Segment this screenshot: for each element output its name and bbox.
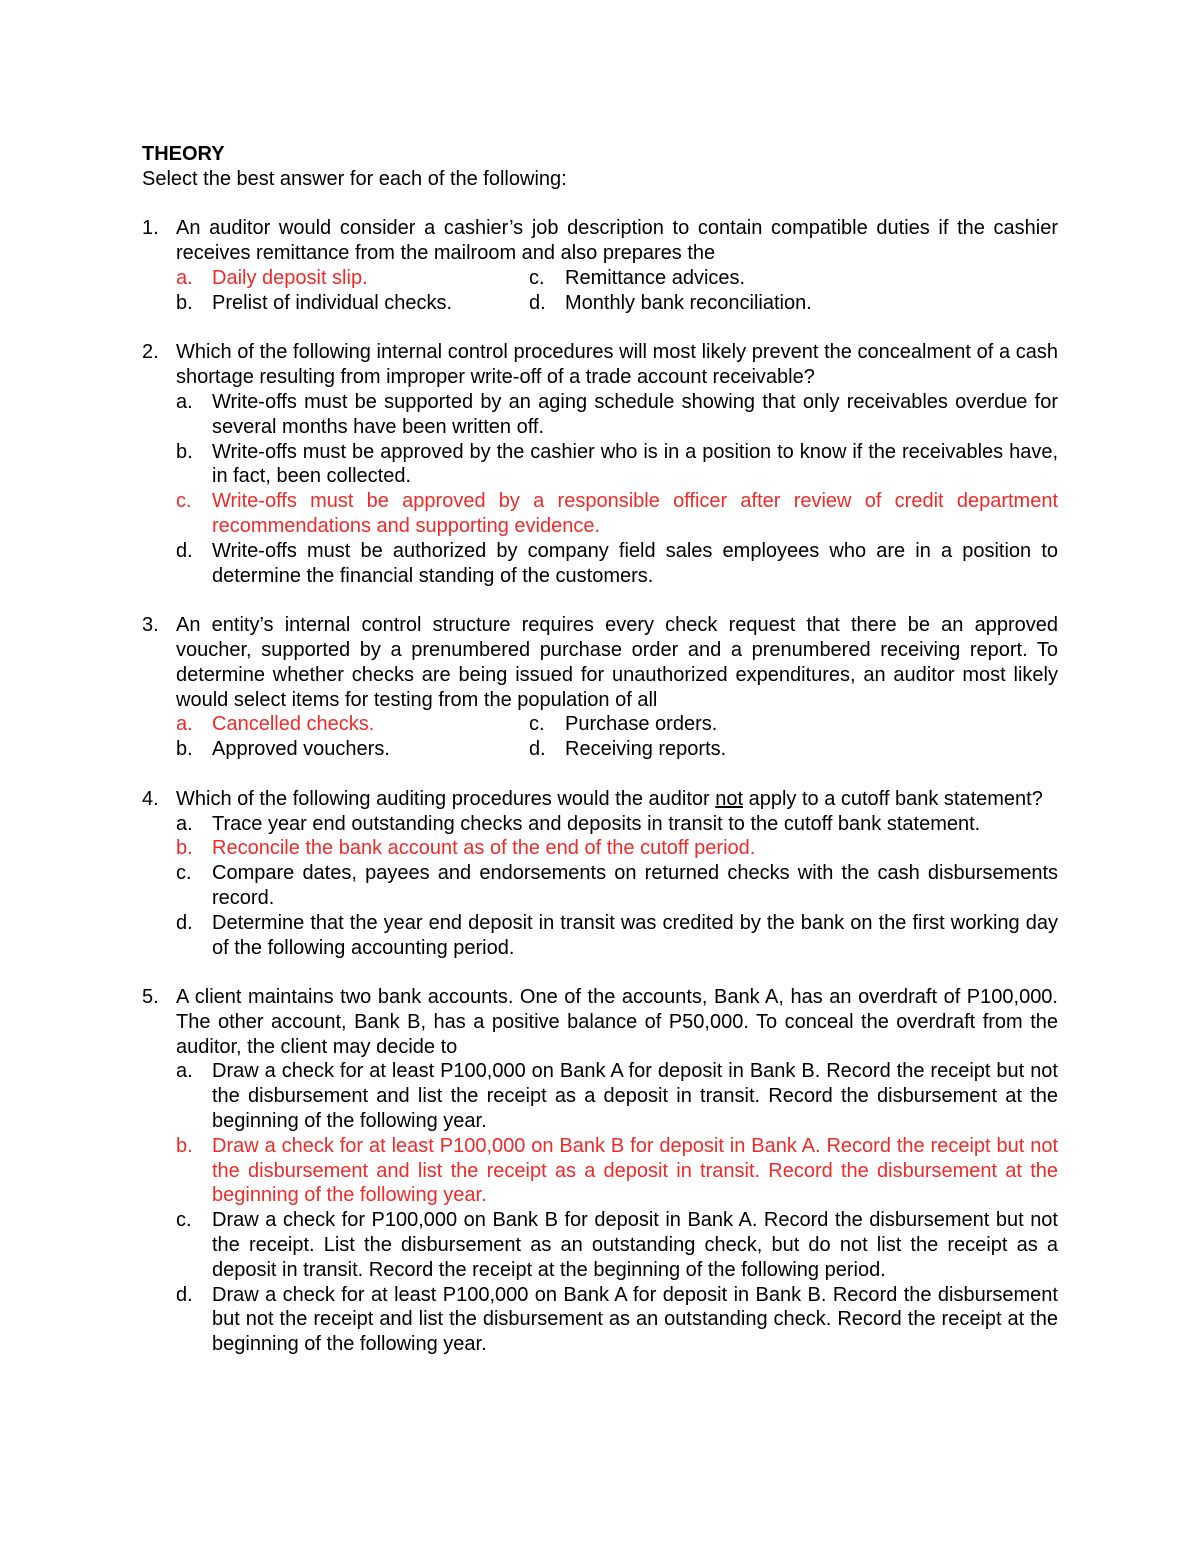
option-text: Determine that the year end deposit in transit was credited by the bank on the first working day of the following accounting period. [212,911,1058,959]
option-label: c. [176,862,192,885]
option-text: Daily deposit slip. [212,266,368,289]
option-text: Write-offs must be approved by the cashier who is in a position to know if the receivables have, in fact, been collected. [212,440,1058,488]
question-number: 5. [142,986,159,1009]
question-number: 4. [142,787,159,810]
question-text: Which of the following internal control procedures will most likely prevent the concealment of a cash shortage resulting from improper write-off of a trade account receivable? [176,341,1058,389]
option-text: Draw a check for at least P100,000 on Bank B for deposit in Bank A. Record the receipt but not the disbursement and list the receipt as a deposit in transit. Record the disbursement at the beginning of the following year. [212,1134,1058,1207]
option-label: c. [176,1209,192,1232]
option-text: Draw a check for P100,000 on Bank B for deposit in Bank A. Record the disbursement but not the receipt. List the disbursement as an outstanding check, but do not list the receipt as a deposit in transit. Record the receipt at the beginning of the following period. [212,1209,1058,1281]
option-label: b. [176,1134,193,1157]
option-text: Compare dates, payees and endorsements on returned checks with the cash disbursements record. [212,862,1058,909]
option-text: Monthly bank reconciliation. [565,291,812,314]
options-list [176,266,1058,316]
question-3 [142,613,1058,762]
question-5 [142,985,1058,1357]
question-text-part: Which of the following auditing procedures would the auditor [176,787,716,810]
option-label: a. [176,390,193,413]
option-b-correct [176,836,1058,861]
option-c [529,266,1058,291]
question-number: 3. [142,614,159,637]
option-a [176,390,1058,440]
section-title: THEORY [142,143,225,165]
options-list [176,812,1058,961]
option-d [176,911,1058,961]
option-label: c. [176,490,192,513]
option-label: b. [176,440,193,463]
option-text: Cancelled checks. [212,713,375,736]
option-label: c. [529,713,545,736]
exam-content [142,142,1058,1382]
underlined-word: not [715,787,744,810]
question-text: An entity’s internal control structure requires every check request that there be an approved voucher, supported by a prenumbered purchase order and a prenumbered receiving report. To determine whether checks are being issued for unauthorized expenditures, an auditor most likely would select items for testing from the population of all [176,614,1058,711]
question-number: 2. [142,341,159,364]
options-list [176,1059,1058,1357]
option-c [176,1208,1058,1282]
option-text: Approved vouchers. [212,738,390,761]
question-text-part: apply to a cutoff bank statement? [743,787,1043,810]
option-c [176,861,1058,911]
option-b-correct [176,1134,1058,1208]
question-1 [142,216,1058,315]
option-b [176,440,1058,490]
option-text: Draw a check for at least P100,000 on Bank A for deposit in Bank B. Record the receipt but not the disbursement and list the receipt as a deposit in transit. Record the disbursement at the beginning of the following year. [212,1060,1058,1133]
question-text [176,787,1058,812]
option-a-correct [176,266,529,291]
question-4 [142,787,1058,961]
option-text: Trace year end outstanding checks and deposits in transit to the cutoff bank statement. [212,812,981,835]
option-text: Prelist of individual checks. [212,291,453,314]
question-text: A client maintains two bank accounts. One of the accounts, Bank A, has an overdraft of P100,000. The other account, Bank B, has a positive balance of P50,000. To conceal the overdraft from the auditor, the client may decide to [176,986,1058,1058]
option-label: a. [176,1060,193,1083]
option-c [529,712,1058,737]
option-label: d. [176,1283,193,1306]
option-text: Receiving reports. [565,738,727,761]
option-label: b. [176,837,193,860]
instructions: Select the best answer for each of the following: [142,167,567,190]
question-text: An auditor would consider a cashier’s job description to contain compatible duties if the cashier receives remittance from the mailroom and also prepares the [176,217,1058,265]
option-b [176,737,529,762]
option-label: b. [176,291,193,314]
option-text: Purchase orders. [565,713,718,736]
option-label: a. [176,713,193,736]
option-text: Write-offs must be authorized by company field sales employees who are in a position to determine the financial standing of the customers. [212,539,1058,587]
question-number: 1. [142,217,159,240]
option-label: b. [176,738,193,761]
option-label: d. [176,539,193,562]
option-text: Write-offs must be approved by a responsible officer after review of credit department recommendations and supporting evidence. [212,490,1058,537]
option-text: Reconcile the bank account as of the end of the cutoff period. [212,837,756,860]
option-label: d. [529,291,546,314]
option-a [176,812,1058,837]
option-d [176,539,1058,589]
option-a [176,1059,1058,1133]
option-d [529,737,1058,762]
question-2 [142,340,1058,588]
option-label: c. [529,266,545,289]
option-label: d. [176,911,193,934]
option-label: a. [176,812,193,835]
option-d [176,1283,1058,1357]
option-text: Remittance advices. [565,266,746,289]
option-label: d. [529,738,546,761]
option-text: Write-offs must be supported by an aging schedule showing that only receivables overdue for several months have been written off. [212,390,1058,438]
option-a-correct [176,712,529,737]
options-list [176,390,1058,588]
option-c-correct [176,489,1058,539]
option-label: a. [176,266,193,289]
option-text: Draw a check for at least P100,000 on Bank A for deposit in Bank B. Record the disbursement but not the receipt and list the disbursement as an outstanding check. Record the receipt at the beginning of the following year. [212,1283,1058,1356]
option-b [176,291,529,316]
options-list [176,712,1058,762]
option-d [529,291,1058,316]
